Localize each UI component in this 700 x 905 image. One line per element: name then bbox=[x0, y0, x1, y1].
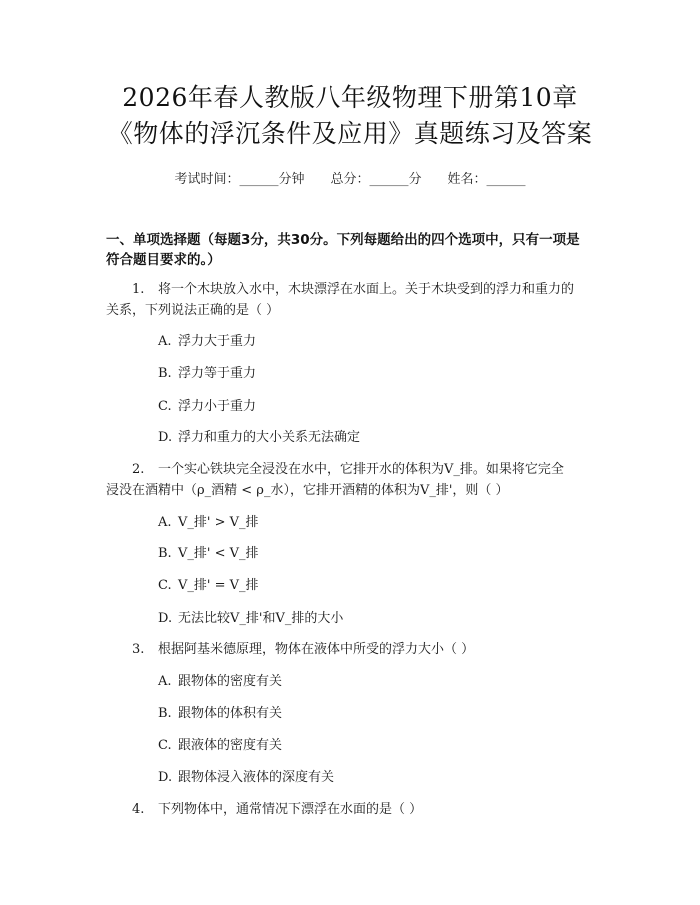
document-title-line2: 《物体的浮沉条件及应用》真题练习及答案 bbox=[107, 119, 593, 148]
option-text: 浮力等于重力 bbox=[178, 366, 257, 381]
option-letter: D. bbox=[158, 770, 173, 785]
option-text: V_排' < V_排 bbox=[178, 546, 259, 561]
question-text: 下列物体中，通常情况下漂浮在水面的是（ ） bbox=[158, 802, 423, 817]
option-letter: D. bbox=[158, 430, 173, 445]
question-text: 根据阿基米德原理，物体在液体中所受的浮力大小（ ） bbox=[158, 642, 475, 657]
option-text: 浮力大于重力 bbox=[178, 334, 257, 349]
option-item bbox=[158, 705, 282, 723]
option-item bbox=[158, 429, 360, 447]
option-item bbox=[158, 610, 343, 628]
option-item bbox=[158, 577, 259, 595]
question-text: 浸没在酒精中（ρ_酒精 < ρ_水），它排开酒精的体积为V_排'，则（ ） bbox=[106, 483, 509, 498]
option-item bbox=[158, 673, 282, 691]
option-item bbox=[158, 545, 259, 563]
question-number: 4. bbox=[132, 802, 145, 817]
option-text: 跟物体的密度有关 bbox=[178, 674, 283, 689]
option-text: 跟液体的密度有关 bbox=[178, 738, 283, 753]
option-letter: D. bbox=[158, 611, 173, 626]
option-letter: C. bbox=[158, 578, 172, 593]
option-letter: A. bbox=[158, 334, 172, 349]
question-text: 将一个木块放入水中，木块漂浮在水面上。关于木块受到的浮力和重力的 bbox=[158, 282, 575, 297]
option-text: V_排' > V_排 bbox=[178, 515, 259, 530]
option-item bbox=[158, 398, 256, 416]
option-text: V_排' = V_排 bbox=[178, 578, 259, 593]
option-text: 无法比较V_排'和V_排的大小 bbox=[178, 611, 344, 626]
option-letter: A. bbox=[158, 515, 172, 530]
option-item bbox=[158, 333, 256, 351]
question-number: 1. bbox=[132, 282, 145, 297]
option-letter: C. bbox=[158, 738, 172, 753]
document-title-line1: 2026年春人教版八年级物理下册第10章 bbox=[122, 83, 578, 112]
option-item bbox=[158, 365, 256, 383]
option-letter: B. bbox=[158, 706, 172, 721]
section-heading-line2: 符合题目要求的。） bbox=[106, 252, 221, 268]
question-text: 关系，下列说法正确的是（ ） bbox=[106, 303, 280, 318]
option-letter: A. bbox=[158, 674, 172, 689]
option-text: 浮力小于重力 bbox=[178, 399, 257, 414]
option-item bbox=[158, 514, 259, 532]
option-item bbox=[158, 737, 282, 755]
question-number: 2. bbox=[132, 462, 145, 477]
section-heading-line1: 一、单项选择题（每题3分，共30分。下列每题给出的四个选项中，只有一项是 bbox=[106, 232, 580, 248]
option-letter: B. bbox=[158, 366, 172, 381]
question-number: 3. bbox=[132, 642, 145, 657]
option-letter: B. bbox=[158, 546, 172, 561]
option-item bbox=[158, 769, 334, 787]
question-text: 一个实心铁块完全浸没在水中，它排开水的体积为V_排。如果将它完全 bbox=[158, 462, 564, 477]
option-text: 跟物体的体积有关 bbox=[178, 706, 283, 721]
option-text: 跟物体浸入液体的深度有关 bbox=[178, 770, 335, 785]
option-text: 浮力和重力的大小关系无法确定 bbox=[178, 430, 361, 445]
option-letter: C. bbox=[158, 399, 172, 414]
exam-info: 考试时间：______分钟 总分：______分 姓名：______ bbox=[174, 172, 526, 187]
